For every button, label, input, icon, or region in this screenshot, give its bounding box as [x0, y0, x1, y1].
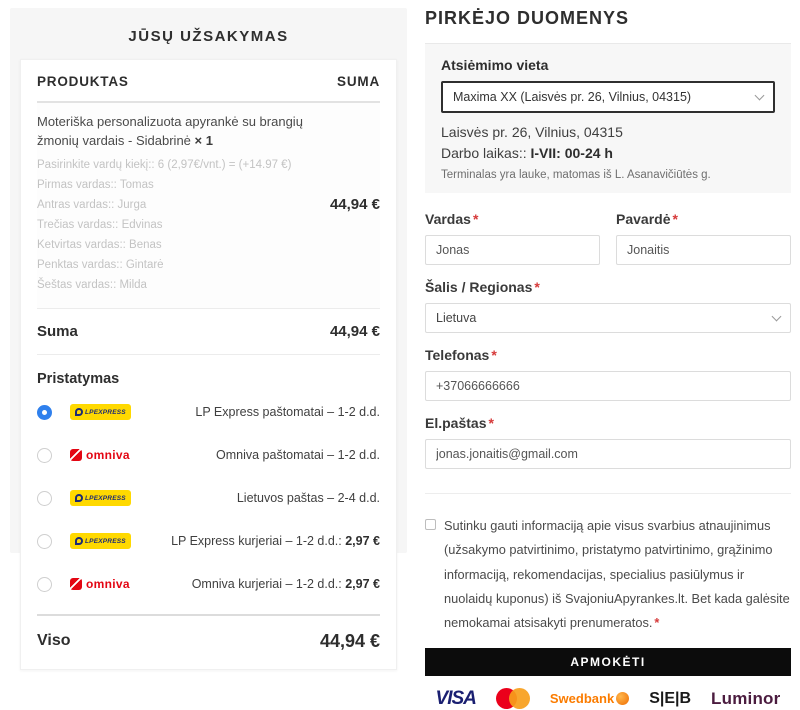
total-row	[37, 614, 380, 669]
seb-logo: S|E|B	[649, 689, 692, 707]
order-table-header	[37, 60, 380, 103]
omniva-logo: omniva	[70, 577, 162, 591]
visa-logo: VISA	[435, 687, 476, 709]
first-name-input[interactable]	[425, 235, 600, 265]
lpexpress-logo: LPEXPRESS	[70, 533, 162, 549]
mastercard-logo	[496, 688, 530, 709]
sum-column-header: SUMA	[337, 74, 380, 89]
lpexpress-logo: LPEXPRESS	[70, 404, 162, 420]
product-option: Pirmas vardas:: Tomas	[37, 178, 154, 191]
shipping-option-label: Omniva paštomatai – 1-2 d.d.	[216, 448, 380, 463]
subtotal-value: 44,94 €	[329, 322, 380, 340]
phone-input[interactable]	[425, 371, 791, 401]
product-option: Šeštas vardas:: Milda	[37, 279, 147, 292]
pickup-hours-value: I-VII: 00-24 h	[530, 145, 613, 161]
product-option: Antras vardas:: Jurga	[37, 198, 147, 211]
postal-horn-icon	[75, 537, 83, 545]
email-input[interactable]	[425, 439, 791, 469]
product-option: Trečias vardas:: Edvinas	[37, 219, 163, 232]
luminor-logo: Luminor	[711, 688, 781, 708]
postal-horn-icon	[75, 408, 83, 416]
order-summary-panel	[10, 8, 407, 651]
required-mark: *	[488, 415, 494, 431]
product-option: Pasirinkite vardų kiekį:: 6 (2,97€/vnt.) = (+14.97 €)	[37, 158, 292, 171]
pickup-note: Terminalas yra lauke, matomas iš L. Asanavičiūtės g.	[441, 169, 711, 181]
total-value: 44,94 €	[319, 630, 380, 651]
pay-button[interactable]: APMOKĖTI	[425, 648, 791, 676]
order-title: JŪSŲ UŽSAKYMAS	[128, 28, 289, 45]
country-field-group	[425, 279, 791, 333]
product-options	[37, 155, 320, 296]
radio-button[interactable]	[37, 577, 52, 592]
radio-button[interactable]	[37, 534, 52, 549]
order-card	[20, 59, 397, 670]
omniva-icon	[70, 449, 82, 461]
radio-button[interactable]	[37, 448, 52, 463]
country-label: Šalis / Regionas *	[425, 279, 540, 295]
last-name-field-group	[616, 211, 791, 265]
product-name: Moteriška personalizuota apyrankė su brangių žmonių vardais - Sidabrinė × 1	[37, 114, 303, 148]
pickup-location-value: Maxima XX (Laisvės pr. 26, Vilnius, 04315)	[453, 90, 692, 104]
shipping-option-lp-kurjeriai[interactable]	[37, 520, 380, 563]
first-name-field-group	[425, 211, 600, 265]
subtotal-label: Suma	[37, 322, 78, 340]
newsletter-consent-text: Sutinku gauti informaciją apie visus svarbius atnaujinimus (užsakymo patvirtinimo, pristatymo patvirtinimo, grąžinimo informaciją, rekomendacijas, specialius pasiūlymus ir nuolaidų kuponus) iš SvajoniuApyrankes.lt. Bet kada galėsite nemokamai atsisakyti prenumeratos. *	[444, 518, 790, 631]
newsletter-checkbox[interactable]	[425, 519, 436, 530]
shipping-option-label: LP Express paštomatai – 1-2 d.d.	[195, 405, 380, 420]
required-mark: *	[472, 211, 479, 227]
phone-label: Telefonas *	[425, 347, 497, 363]
required-mark: *	[491, 347, 497, 363]
buyer-details-panel	[425, 8, 791, 710]
swedbank-logo: Swedbank	[550, 691, 629, 706]
product-info	[37, 113, 330, 296]
omniva-logo: omniva	[70, 448, 162, 462]
pickup-location-label: Atsiėmimo vieta	[441, 57, 549, 73]
swedbank-sun-icon	[616, 692, 629, 705]
country-select[interactable]	[425, 303, 791, 333]
shipping-price: 2,97 €	[345, 577, 380, 592]
postal-horn-icon	[75, 494, 83, 502]
pickup-address: Laisvės pr. 26, Vilnius, 04315	[441, 124, 623, 140]
phone-field-group	[425, 347, 791, 401]
shipping-option-omniva-kurjeriai[interactable]	[37, 563, 380, 606]
omniva-icon	[70, 578, 82, 590]
shipping-option-label: Lietuvos paštas – 2-4 d.d.	[236, 491, 380, 506]
pickup-location-select[interactable]	[441, 81, 775, 113]
payment-methods	[425, 688, 791, 710]
product-price: 44,94 €	[329, 195, 380, 213]
product-option: Penktas vardas:: Gintarė	[37, 259, 164, 272]
shipping-option-label: LP Express kurjeriai – 1-2 d.d.: 2,97 €	[171, 534, 380, 549]
first-name-label: Vardas *	[425, 211, 479, 227]
subtotal-row	[37, 309, 380, 355]
shipping-price: 2,97 €	[345, 534, 380, 549]
email-field-group	[425, 415, 791, 469]
total-label: Viso	[37, 632, 71, 650]
required-mark: *	[654, 615, 660, 631]
shipping-section-title: Pristatymas	[37, 370, 120, 387]
last-name-label: Pavardė *	[616, 211, 678, 227]
shipping-option-omniva-pastomatai[interactable]	[37, 434, 380, 477]
divider	[425, 493, 791, 494]
product-option: Ketvirtas vardas:: Benas	[37, 239, 162, 252]
product-column-header: PRODUKTAS	[37, 74, 129, 89]
product-row	[37, 103, 380, 309]
required-mark: *	[534, 279, 540, 295]
newsletter-consent-row	[425, 514, 791, 636]
lpexpress-logo: LPEXPRESS	[70, 490, 162, 506]
shipping-option-lietuvos-pastas[interactable]	[37, 477, 380, 520]
last-name-input[interactable]	[616, 235, 791, 265]
chevron-down-icon	[755, 90, 765, 100]
radio-button[interactable]	[37, 491, 52, 506]
shipping-option-lp-pastomatai[interactable]	[37, 391, 380, 434]
chevron-down-icon	[772, 311, 782, 321]
pickup-hours: Darbo laikas:: I-VII: 00-24 h	[441, 145, 613, 161]
country-value: Lietuva	[436, 311, 477, 325]
buyer-title: PIRKĖJO DUOMENYS	[425, 8, 630, 28]
shipping-option-label: Omniva kurjeriai – 1-2 d.d.: 2,97 €	[191, 577, 380, 592]
required-mark: *	[672, 211, 678, 227]
pickup-location-box	[425, 43, 791, 193]
product-quantity: × 1	[194, 132, 213, 148]
radio-button-selected[interactable]	[37, 405, 52, 420]
email-label: El.paštas *	[425, 415, 494, 431]
